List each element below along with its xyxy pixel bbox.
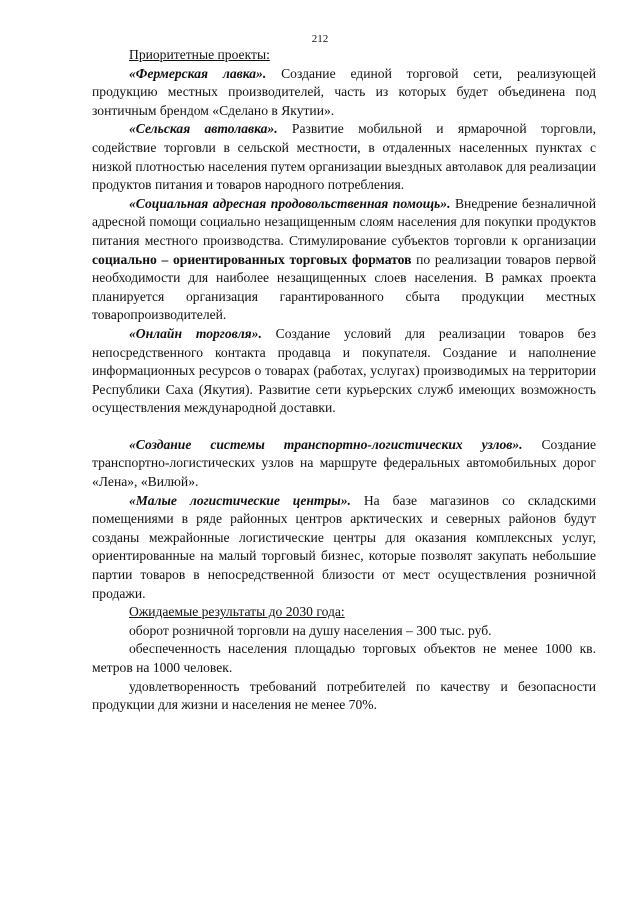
project-online-trade bbox=[92, 325, 596, 418]
project-title: «Малые логистические центры». bbox=[129, 492, 351, 508]
result-item: обеспеченность населения площадью торговых объектов не менее 1000 кв. метров на 1000 человек. bbox=[92, 641, 596, 675]
project-title: «Онлайн торговля». bbox=[129, 325, 262, 341]
priority-projects-heading-text: Приоритетные проекты: bbox=[129, 47, 270, 62]
project-text: Создание условий для реализации товаров без непосредственного контакта продавца и покупателя. Создание и наполнение информационных ресурсов о товарах (работах, услугах) производимых на территории Республики Саха (Якутия). Развитие сети курьерских служб имеющих возможность осуществления международной доставки. bbox=[92, 325, 596, 416]
project-small-logistics-centers bbox=[92, 492, 596, 604]
result-item: оборот розничной торговли на душу населения – 300 тыс. руб. bbox=[129, 622, 492, 638]
paragraph-gap bbox=[92, 418, 596, 436]
project-title: «Социальная адресная продовольственная помощь». bbox=[129, 195, 451, 211]
project-text: Внедрение безналичной адресной помощи социально незащищенным слоям населения для покупки продуктов питания местного производства. Стимулирование субъектов торговли к организации bbox=[92, 195, 596, 248]
priority-projects-heading bbox=[92, 46, 596, 65]
project-logistics-hubs bbox=[92, 436, 596, 492]
project-rural-autoshop bbox=[92, 120, 596, 194]
project-bold-phrase: социально – ориентированных торговых форматов bbox=[92, 251, 412, 267]
project-title: «Сельская автолавка». bbox=[129, 121, 278, 137]
project-text: На базе магазинов со складскими помещениями в ряде районных центров арктических и северных районов будут созданы межрайонные логистические центры для оказания комплексных услуг, ориентированные на малый торговый бизнес, которые позволят закупать небольшие партии товаров в непосредственной близости от мест осуществления розничной продажи. bbox=[92, 492, 597, 601]
project-text: Развитие мобильной и ярмарочной торговли, содействие торговли в сельской местности, в отдаленных населенных пунктах с низкой плотностью населения путем организации выездных автолавок для реализации продуктов питания и товаров народного потребления. bbox=[92, 121, 596, 193]
project-text: Создание единой торговой сети, реализующей продукцию местных производителей, часть из которых будет объединена под зонтичным брендом «Сделано в Якутии». bbox=[92, 65, 596, 118]
expected-results-heading bbox=[92, 603, 596, 622]
project-text: Создание транспортно-логистических узлов на маршруте федеральных автомобильных дорог «Лена», «Вилюй». bbox=[92, 436, 597, 490]
project-farmer-shop bbox=[92, 65, 596, 121]
project-title: «Фермерская лавка». bbox=[129, 65, 267, 81]
project-title: «Создание системы транспортно-логистических узлов». bbox=[129, 436, 523, 452]
result-item: удовлетворенность требований потребителей по качеству и безопасности продукции для жизни и населения не менее 70%. bbox=[92, 678, 596, 713]
page-content bbox=[92, 46, 596, 715]
project-text: по реализации товаров первой необходимости для наиболее незащищенных слоев населения. В рамках проекта планируется организация гарантированного сбыта продукции местных товаропроизводителей. bbox=[92, 251, 596, 323]
project-social-food-aid bbox=[92, 195, 596, 325]
page-number: 212 bbox=[311, 33, 329, 45]
expected-results-heading-text: Ожидаемые результаты до 2030 года: bbox=[129, 604, 345, 620]
